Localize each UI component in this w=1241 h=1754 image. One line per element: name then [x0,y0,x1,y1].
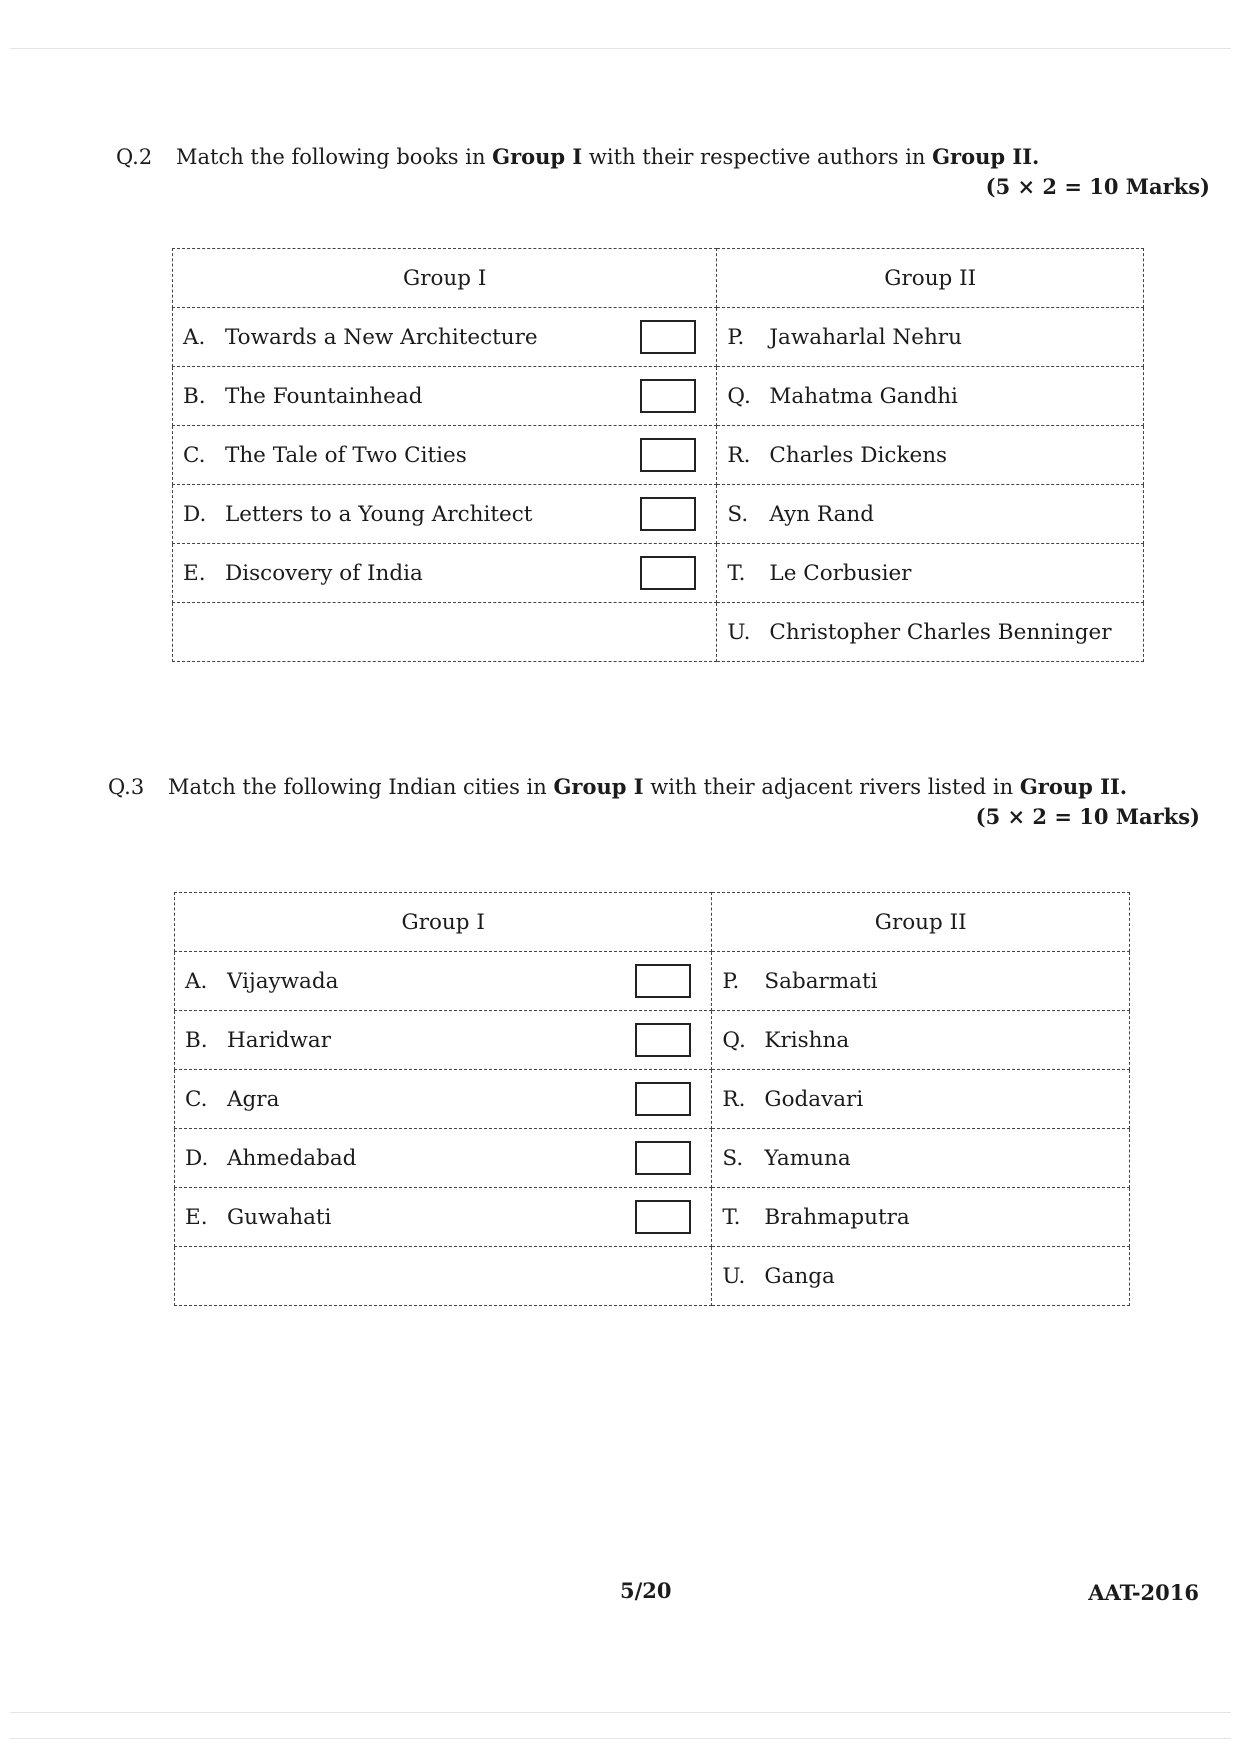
answer-box[interactable] [640,379,696,413]
group-1-item: A. Towards a New Architecture [173,308,717,367]
group-2-item: Q. Krishna [712,1011,1130,1070]
table-row [175,952,1130,1011]
table-row [175,1188,1130,1247]
answer-box[interactable] [640,497,696,531]
answer-box[interactable] [635,1200,691,1234]
table-header-row [175,893,1130,952]
table-row [173,603,1144,662]
group-2-item: P. Sabarmati [712,952,1130,1011]
empty-cell [175,1247,712,1306]
group-2-item: U. Christopher Charles Benninger [717,603,1144,662]
question-2-match-table [172,248,1144,662]
group-1-item: C. The Tale of Two Cities [173,426,717,485]
question-number: Q.2 [116,145,153,169]
question-3-text: Q.3 Match the following Indian cities in Group I with their adjacent rivers listed in Group II. [108,772,1208,802]
scan-edge-bottom [10,1712,1231,1713]
group-2-item: R. Godavari [712,1070,1130,1129]
question-number: Q.3 [108,775,145,799]
group-1-item: E. Discovery of India [173,544,717,603]
group-1-header: Group I [173,249,717,308]
scan-edge-top [10,48,1231,49]
table-row [173,544,1144,603]
group-2-header: Group II [717,249,1144,308]
scan-edge-bottom-2 [10,1738,1231,1739]
answer-box[interactable] [635,1141,691,1175]
group-2-item: S. Yamuna [712,1129,1130,1188]
answer-box[interactable] [635,1082,691,1116]
answer-box[interactable] [640,320,696,354]
answer-box[interactable] [635,964,691,998]
question-3-match-table [174,892,1130,1306]
group-1-item: B. The Fountainhead [173,367,717,426]
group-1-item: D. Letters to a Young Architect [173,485,717,544]
group-1-item: B. Haridwar [175,1011,712,1070]
table-row [173,367,1144,426]
table-row [175,1070,1130,1129]
table-row [173,485,1144,544]
answer-box[interactable] [640,556,696,590]
page-number: 5/20 [620,1578,672,1603]
question-3-marks: (5 × 2 = 10 Marks) [975,804,1200,829]
exam-code: AAT-2016 [1088,1580,1199,1605]
group-1-item: A. Vijaywada [175,952,712,1011]
table-row [173,426,1144,485]
table-row [173,308,1144,367]
group-2-item: T. Le Corbusier [717,544,1144,603]
table-row [175,1129,1130,1188]
table-row [175,1247,1130,1306]
group-2-header: Group II [712,893,1130,952]
group-1-header: Group I [175,893,712,952]
group-2-item: T. Brahmaputra [712,1188,1130,1247]
group-1-item: C. Agra [175,1070,712,1129]
table-row [175,1011,1130,1070]
answer-box[interactable] [635,1023,691,1057]
group-2-item: U. Ganga [712,1247,1130,1306]
empty-cell [173,603,717,662]
group-1-item: D. Ahmedabad [175,1129,712,1188]
table-header-row [173,249,1144,308]
group-2-item: Q. Mahatma Gandhi [717,367,1144,426]
group-2-item: R. Charles Dickens [717,426,1144,485]
question-2-marks: (5 × 2 = 10 Marks) [985,174,1210,199]
group-1-item: E. Guwahati [175,1188,712,1247]
question-2-text: Q.2 Match the following books in Group I with their respective authors in Group II. [116,142,1216,172]
group-2-item: S. Ayn Rand [717,485,1144,544]
answer-box[interactable] [640,438,696,472]
group-2-item: P. Jawaharlal Nehru [717,308,1144,367]
